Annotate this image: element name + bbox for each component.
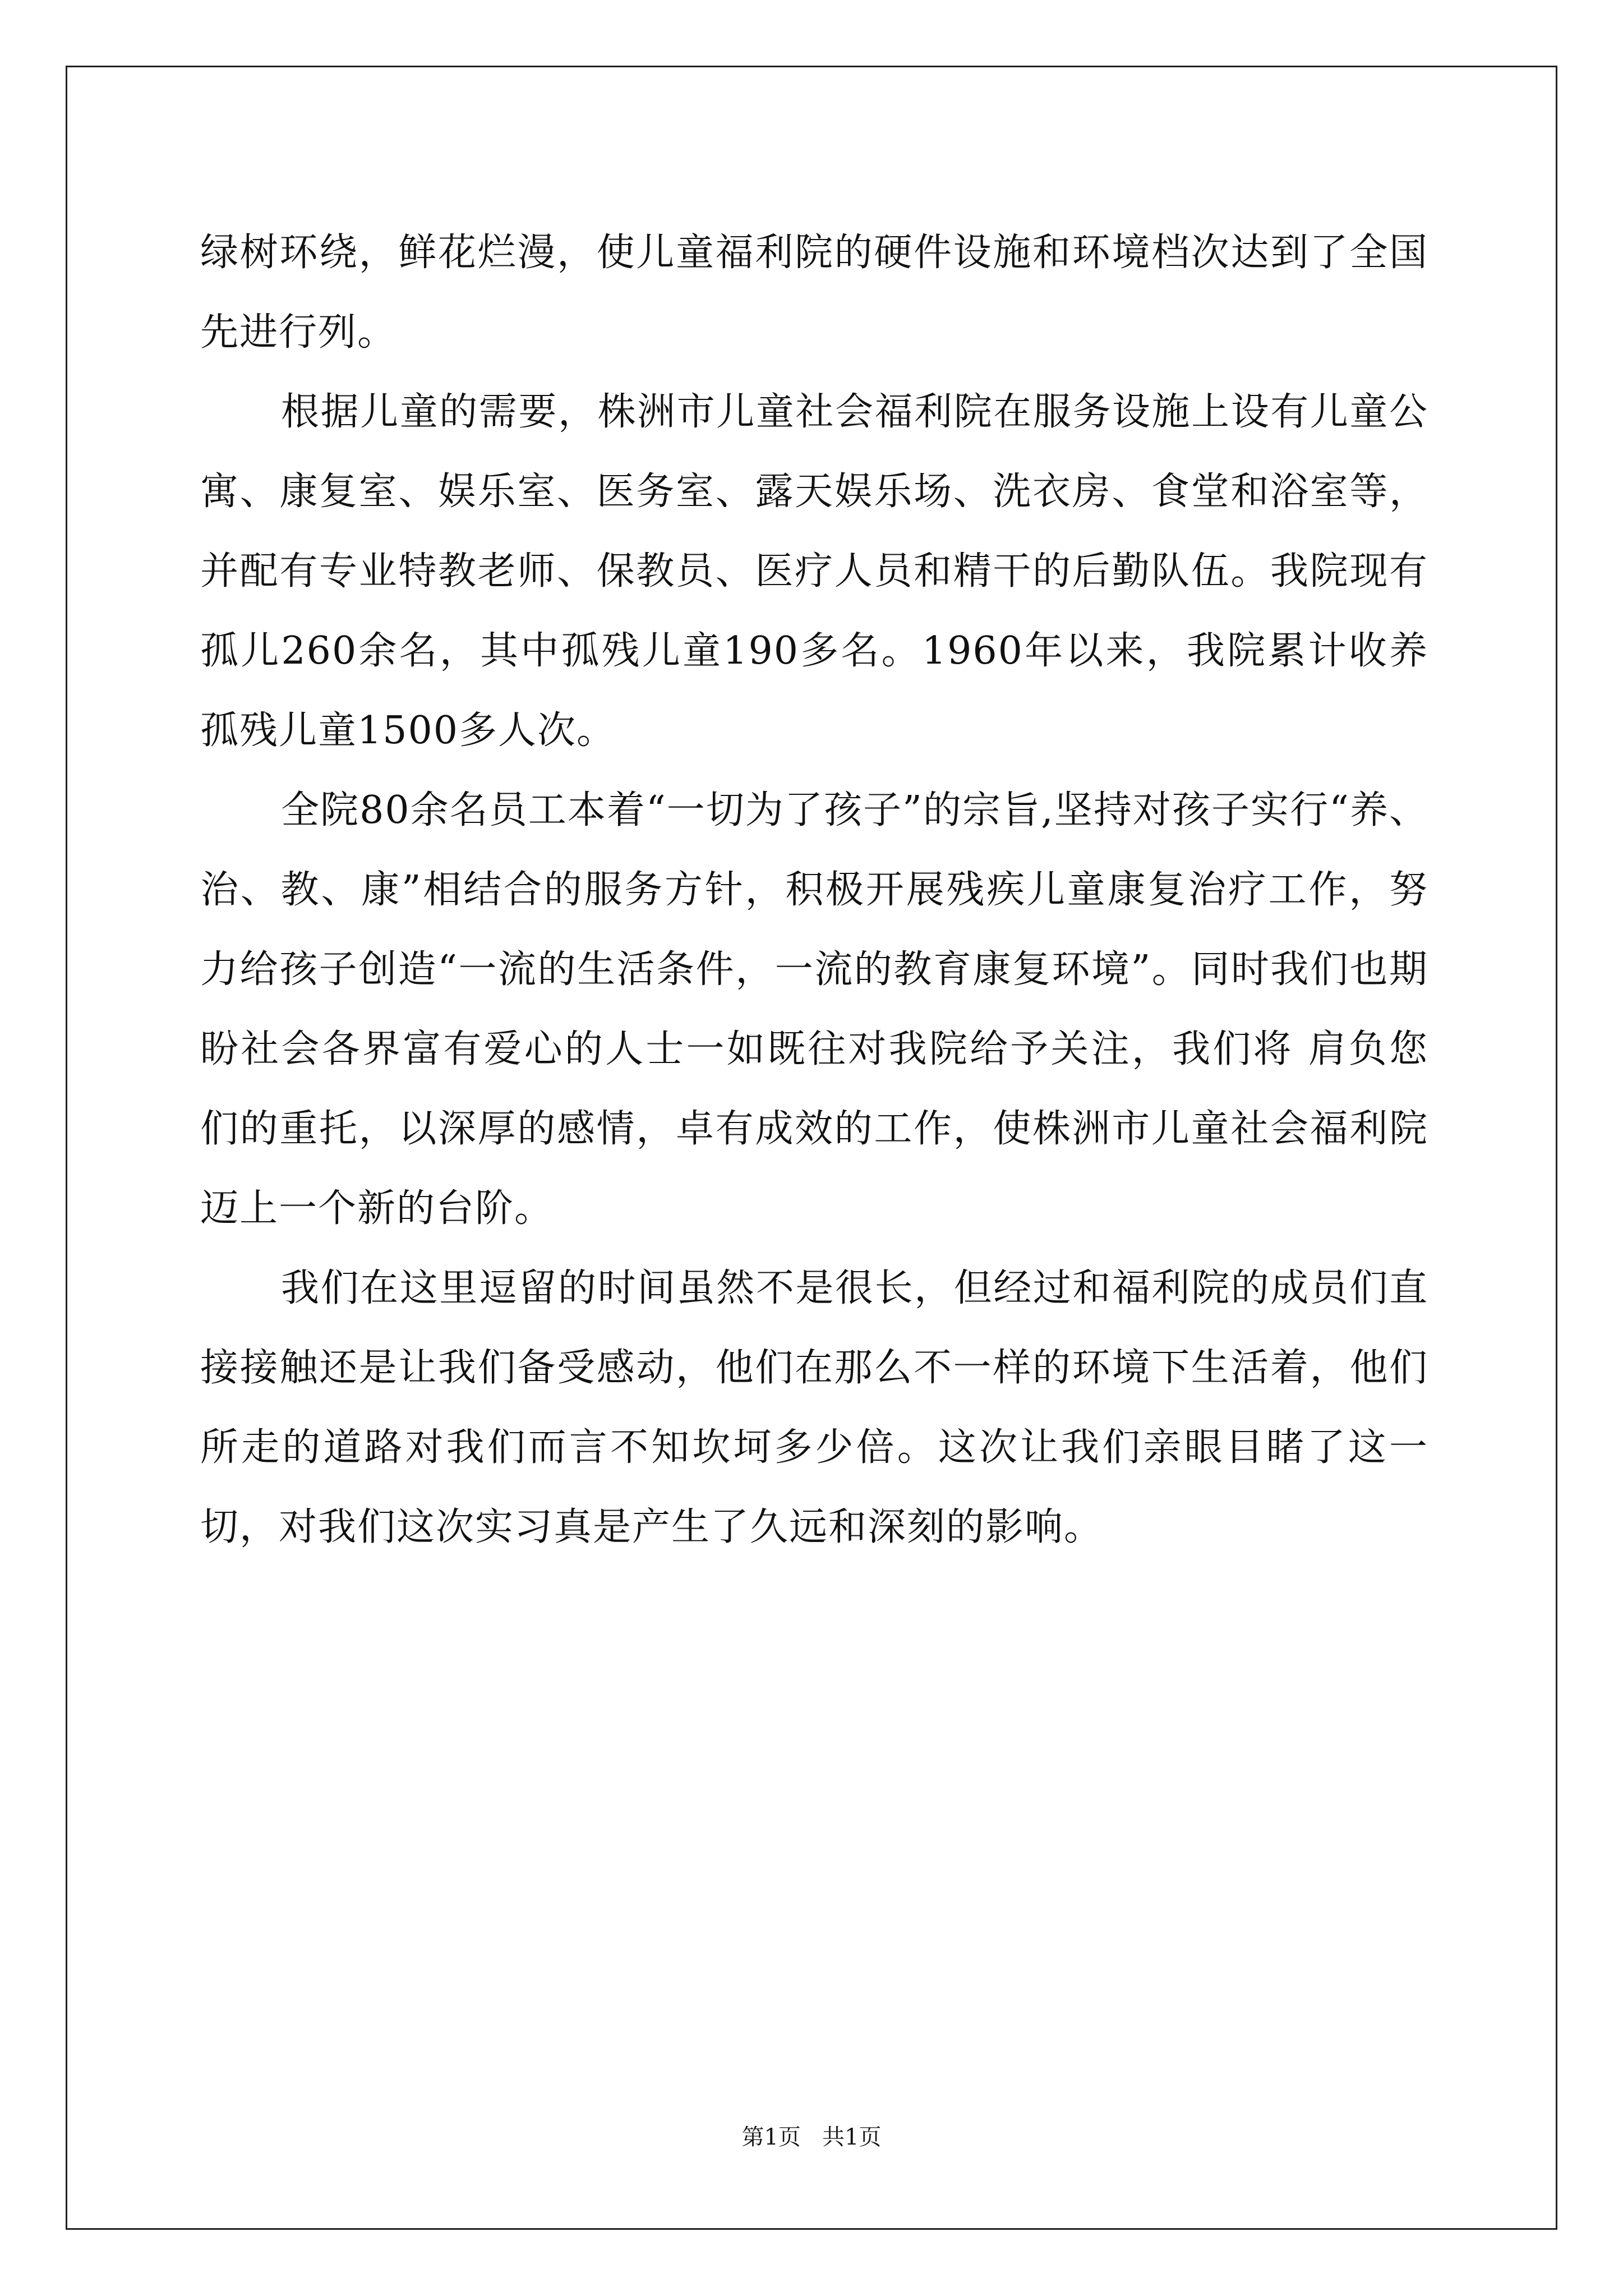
paragraph-3: 全院80余名员工本着“一切为了孩子”的宗旨,坚持对孩子实行“养、治、教、康”相结合的服务方针，积极开展残疾儿童康复治疗工作，努力给孩子创造“一流的生活条件，一流的教育康复环境”。同时我们也期盼社会各界富有爱心的人士一如既往对我院给予关注，我们将 肩负您们的重托，以深厚的感情，卓有成效的工作，使株洲市儿童社会福利院迈上一个新的台阶。 (200, 788, 1428, 1231)
paragraph-1: 绿树环绕，鲜花烂漫，使儿童福利院的硬件设施和环境档次达到了全国先进行列。 (200, 231, 1428, 355)
paragraph-4: 我们在这里逗留的时间虽然不是很长，但经过和福利院的成员们直接接触还是让我们备受感动，他们在那么不一样的环境下生活着，他们所走的道路对我们而言不知坎坷多少倍。这次让我们亲眼目睹了这一切，对我们这次实习真是产生了久远和深刻的影响。 (200, 1266, 1428, 1549)
document-body (200, 213, 1428, 1567)
paragraph-2: 根据儿童的需要，株洲市儿童社会福利院在服务设施上设有儿童公寓、康复室、娱乐室、医务室、露天娱乐场、洗衣房、食堂和浴室等，并配有专业特教老师、保教员、医疗人员和精干的后勤队伍。我院现有孤儿260余名，其中孤残儿童190多名。1960年以来，我院累计收养孤残儿童1500多人次。 (200, 390, 1428, 753)
page-number-footer: 第1页 共1页 (741, 2124, 882, 2150)
